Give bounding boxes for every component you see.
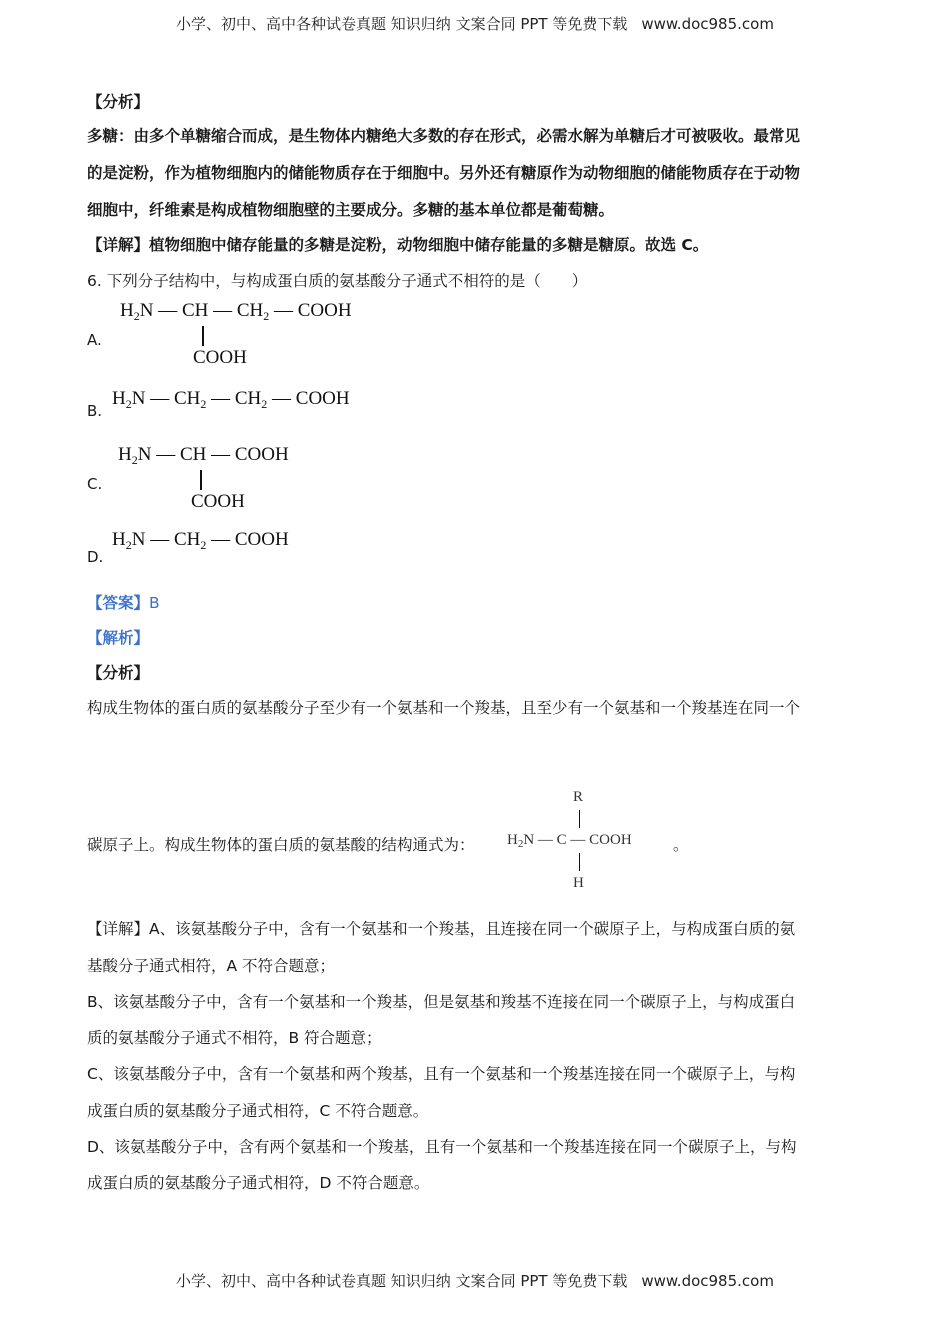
q6-detail-line-8: 成蛋白质的氨基酸分子通式相符，D 不符合题意。 xyxy=(87,1174,430,1192)
q5-analysis-label: 【分析】 xyxy=(87,93,150,111)
page-header xyxy=(0,13,950,34)
q6-detail-line-5: C、该氨基酸分子中，含有一个氨基和两个羧基，且有一个氨基和一个羧基连接在同一个碳原子上，与构 xyxy=(87,1065,796,1083)
option-d-label[interactable]: D. xyxy=(87,548,104,566)
q6-detail-line-7: D、该氨基酸分子中，含有两个氨基和一个羧基，且有一个氨基和一个羧基连接在同一个碳原子上，与构 xyxy=(87,1138,797,1156)
option-c-formula: $H_2N$ — CH — COOH xyxy=(118,444,289,467)
option-c-label[interactable]: C. xyxy=(87,475,103,493)
formula-bond-bottom xyxy=(579,853,580,871)
formula-end: 。 xyxy=(673,836,689,854)
q5-analysis-line-3: 细胞中，纤维素是构成植物细胞壁的主要成分。多糖的基本单位都是葡萄糖。 xyxy=(87,201,615,219)
q6-analysis-line-2: 碳原子上。构成生物体的蛋白质的氨基酸的结构通式为： xyxy=(87,836,475,854)
q6-detail-line-1: 【详解】A、该氨基酸分子中，含有一个氨基和一个羧基，且连接在同一个碳原子上，与构成蛋白质的氨 xyxy=(87,920,796,938)
explain-label: 【解析】 xyxy=(87,629,150,647)
option-c-branch: COOH xyxy=(191,491,245,512)
footer-text: 小学、初中、高中各种试卷真题 知识归纳 文案合同 PPT 等免费下载 xyxy=(176,1272,628,1290)
q6-question: 6. 下列分子结构中，与构成蛋白质的氨基酸分子通式不相符的是（ ） xyxy=(87,272,588,290)
option-a-formula: $H_2N$ — CH — $CH_2$ — COOH xyxy=(120,300,352,323)
q5-analysis-line-1: 多糖：由多个单糖缩合而成，是生物体内糖绝大多数的存在形式，必需水解为单糖后才可被吸收。最常见 xyxy=(87,127,801,145)
formula-bond-top xyxy=(579,810,580,828)
option-b-label[interactable]: B. xyxy=(87,402,103,420)
footer-url[interactable]: www.doc985.com xyxy=(641,1272,774,1290)
option-d-formula: $H_2N$ — $CH_2$ — COOH xyxy=(112,529,289,552)
option-a-label[interactable]: A. xyxy=(87,331,102,349)
q6-analysis-label: 【分析】 xyxy=(87,664,150,682)
answer-line xyxy=(87,593,160,613)
q6-analysis-line-1: 构成生物体的蛋白质的氨基酸分子至少有一个氨基和一个羧基，且至少有一个氨基和一个羧基连在同一个 xyxy=(87,699,801,717)
option-b-formula: $H_2N$ — $CH_2$ — $CH_2$ — COOH xyxy=(112,388,350,411)
formula-r: R xyxy=(573,789,584,805)
option-a-branch: COOH xyxy=(193,347,247,368)
answer-label: 【答案】 xyxy=(87,594,150,612)
q6-detail-line-4: 质的氨基酸分子通式不相符，B 符合题意； xyxy=(87,1029,382,1047)
option-a-bond xyxy=(202,326,204,346)
header-url[interactable]: www.doc985.com xyxy=(641,15,774,33)
header-text: 小学、初中、高中各种试卷真题 知识归纳 文案合同 PPT 等免费下载 xyxy=(176,15,628,33)
page-footer xyxy=(0,1270,950,1291)
answer-value: B xyxy=(149,594,160,612)
formula-h: H xyxy=(573,875,584,891)
q6-detail-line-2: 基酸分子通式相符，A 不符合题意； xyxy=(87,957,336,975)
q6-detail-line-3: B、该氨基酸分子中，含有一个氨基和一个羧基，但是氨基和羧基不连接在同一个碳原子上，与构成蛋白 xyxy=(87,993,796,1011)
q6-detail-line-6: 成蛋白质的氨基酸分子通式相符，C 不符合题意。 xyxy=(87,1102,429,1120)
q5-analysis-line-2: 的是淀粉，作为植物细胞内的储能物质存在于细胞中。另外还有糖原作为动物细胞的储能物质存在于动物 xyxy=(87,164,801,182)
formula-main: $H_2N$ — C — COOH xyxy=(507,832,632,850)
q5-detail: 【详解】植物细胞中储存能量的多糖是淀粉，动物细胞中储存能量的多糖是糖原。故选 C。 xyxy=(87,236,709,254)
option-c-bond xyxy=(200,470,202,490)
